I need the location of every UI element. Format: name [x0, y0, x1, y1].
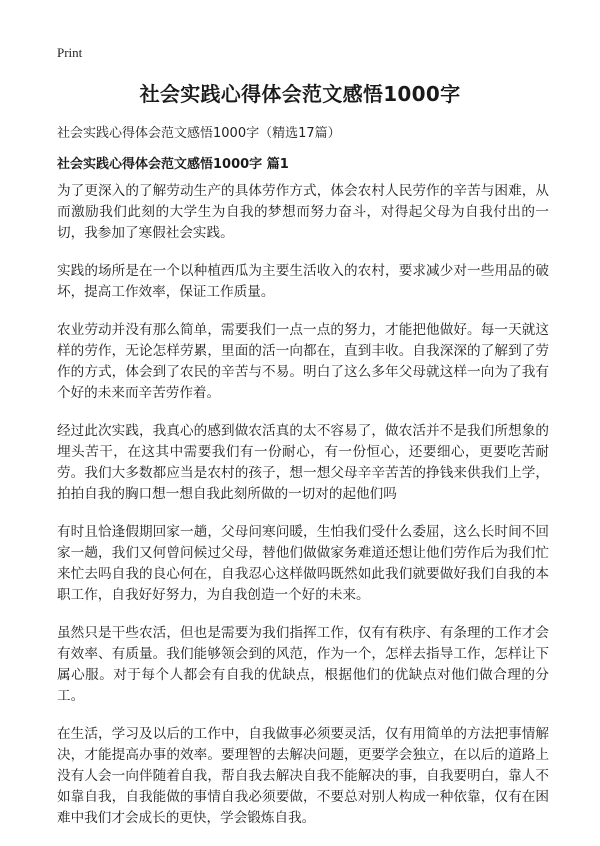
body-paragraph: 农业劳动并没有那么简单，需要我们一点一点的努力，才能把他做好。每一天就这样的劳作，无论怎样劳累，里面的活一向都在，直到丰收。自我深深的了解到了劳作的方式，体会到了农民的辛苦与不易。明白了这么多年父母就这样一向为了我有个好的未来而辛苦劳作着。	[57, 322, 549, 401]
body-paragraph: 为了更深入的了解劳动生产的具体劳作方式，体会农村人民劳作的辛苦与困难，从而激励我们此刻的大学生为自我的梦想而努力奋斗，对得起父母为自我付出的一切，我参加了寒假社会实践。	[57, 183, 549, 241]
document-body	[57, 181, 549, 846]
section-heading: 社会实践心得体会范文感悟1000字 篇1	[57, 157, 289, 172]
body-paragraph: 经过此次实践，我真心的感到做农活真的太不容易了，做农活并不是我们所想象的埋头苦干，在这其中需要我们有一份耐心，有一份恒心，还要细心，更要吃苦耐劳。我们大多数都应当是农村的孩子，想一想父母辛辛苦苦的挣钱来供我们上学，拍拍自我的胸口想一想自我此刻所做的一切对的起他们吗	[57, 423, 549, 502]
document-subtitle: 社会实践心得体会范文感悟1000字（精选17篇）	[57, 126, 341, 141]
body-paragraph: 在生活，学习及以后的工作中，自我做事必须要灵活，仅有用简单的方法把事情解决，才能提高办事的效率。要理智的去解决问题，更要学会独立，在以后的道路上没有人会一向伴随着自我，帮自我去解决自我不能解决的事，自我要明白，靠人不如靠自我，自我能做的事情自我必须要做，不要总对别人构成一种依靠，仅有在困难中我们才会成长的更快，学会锻炼自我。	[57, 726, 549, 826]
body-paragraph: 实践的场所是在一个以种植西瓜为主要生活收入的农村，要求减少对一些用品的破坏，提高工作效率，保证工作质量。	[57, 263, 549, 300]
body-paragraph: 有时且恰逢假期回家一趟，父母问寒问暖，生怕我们受什么委屈，这么长时间不回家一趟，我们又何曾问候过父母，替他们做做家务难道还想让他们劳作后为我们忙来忙去吗自我的良心何在，自我忍心这样做吗既然如此我们就要做好我们自我的本职工作，自我好好努力，为自我创造一个好的未来。	[57, 524, 549, 603]
document-title: 社会实践心得体会范文感悟1000字	[139, 82, 461, 106]
body-paragraph: 虽然只是干些农活，但也是需要为我们指挥工作，仅有有秩序、有条理的工作才会有效率、有质量。我们能够领会到的风范，作为一个，怎样去指导工作，怎样让下属心服。对于每个人都会有自我的优缺点，根据他们的优缺点对他们做合理的分工。	[57, 625, 549, 704]
print-link[interactable]: Print	[57, 45, 83, 60]
